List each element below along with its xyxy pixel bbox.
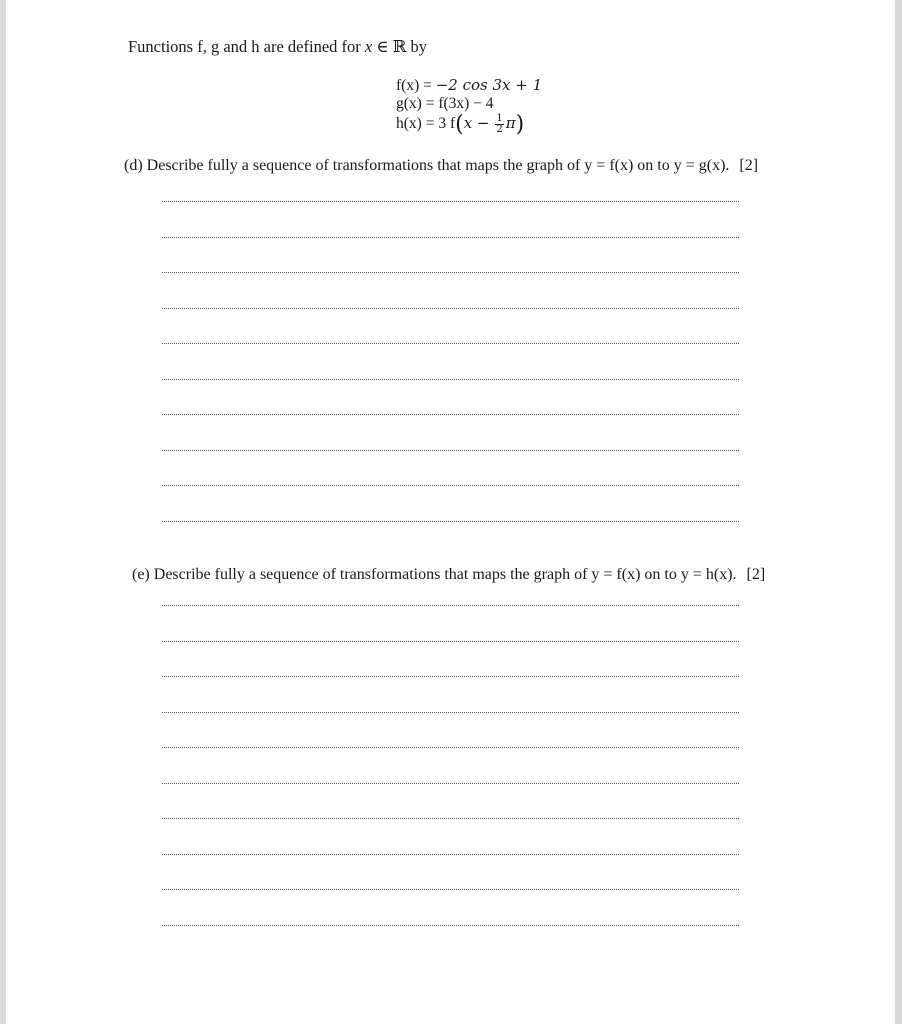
equation-g xyxy=(396,95,494,113)
question-d-label: (d) xyxy=(124,157,143,174)
answer-line[interactable] xyxy=(162,237,739,238)
answer-line[interactable] xyxy=(162,450,739,451)
answer-line[interactable] xyxy=(162,272,739,273)
equation-f xyxy=(396,76,542,95)
answer-line[interactable] xyxy=(162,854,739,855)
intro-suffix: by xyxy=(410,37,428,56)
answer-line[interactable] xyxy=(162,889,739,890)
answer-line[interactable] xyxy=(162,605,739,606)
question-d-text: Describe fully a sequence of transformations that maps the graph of y = f(x) on to y = g(x). xyxy=(146,157,730,174)
answer-line[interactable] xyxy=(162,712,739,713)
answer-line[interactable] xyxy=(162,641,739,642)
question-e-label: (e) xyxy=(132,566,150,583)
fraction-half xyxy=(495,114,503,135)
intro-prefix: Functions f, g and h are defined for xyxy=(128,37,361,56)
intro-text xyxy=(128,37,427,57)
intro-member-symbol: ∈ xyxy=(376,37,389,56)
answer-line[interactable] xyxy=(162,747,739,748)
fraction-numerator: 1 xyxy=(496,113,503,124)
answer-line[interactable] xyxy=(162,379,739,380)
equation-h xyxy=(396,112,525,138)
answer-line[interactable] xyxy=(162,783,739,784)
answer-line[interactable] xyxy=(162,201,739,202)
intro-variable: x xyxy=(364,37,373,56)
page-border-right xyxy=(895,0,902,1024)
question-e-marks: [2] xyxy=(746,566,766,583)
answer-line[interactable] xyxy=(162,818,739,819)
answer-line[interactable] xyxy=(162,925,739,926)
open-paren: ( xyxy=(455,112,464,138)
intro-real-set: ℝ xyxy=(392,37,407,56)
answer-line[interactable] xyxy=(162,485,739,486)
equation-h-inner: x − xyxy=(463,114,490,133)
answer-line[interactable] xyxy=(162,343,739,344)
close-paren: ) xyxy=(515,112,525,138)
question-e-text: Describe fully a sequence of transformations that maps the graph of y = f(x) on to y = h(x). xyxy=(153,566,737,583)
equation-g-text: g(x) = f(3x) − 4 xyxy=(396,95,494,112)
answer-line[interactable] xyxy=(162,521,739,522)
page-border-left xyxy=(0,0,6,1024)
question-e xyxy=(132,566,765,584)
answer-line[interactable] xyxy=(162,308,739,309)
fraction-denominator: 2 xyxy=(496,124,503,135)
equation-f-lhs: f(x) = xyxy=(396,77,432,94)
answer-line[interactable] xyxy=(162,414,739,415)
pi-symbol: π xyxy=(505,114,516,133)
question-d-marks: [2] xyxy=(739,157,759,174)
equation-h-lhs: h(x) = 3 f xyxy=(396,115,456,133)
equation-f-rhs: −2 cos 3x + 1 xyxy=(435,76,543,94)
question-d xyxy=(124,157,758,175)
answer-line[interactable] xyxy=(162,676,739,677)
